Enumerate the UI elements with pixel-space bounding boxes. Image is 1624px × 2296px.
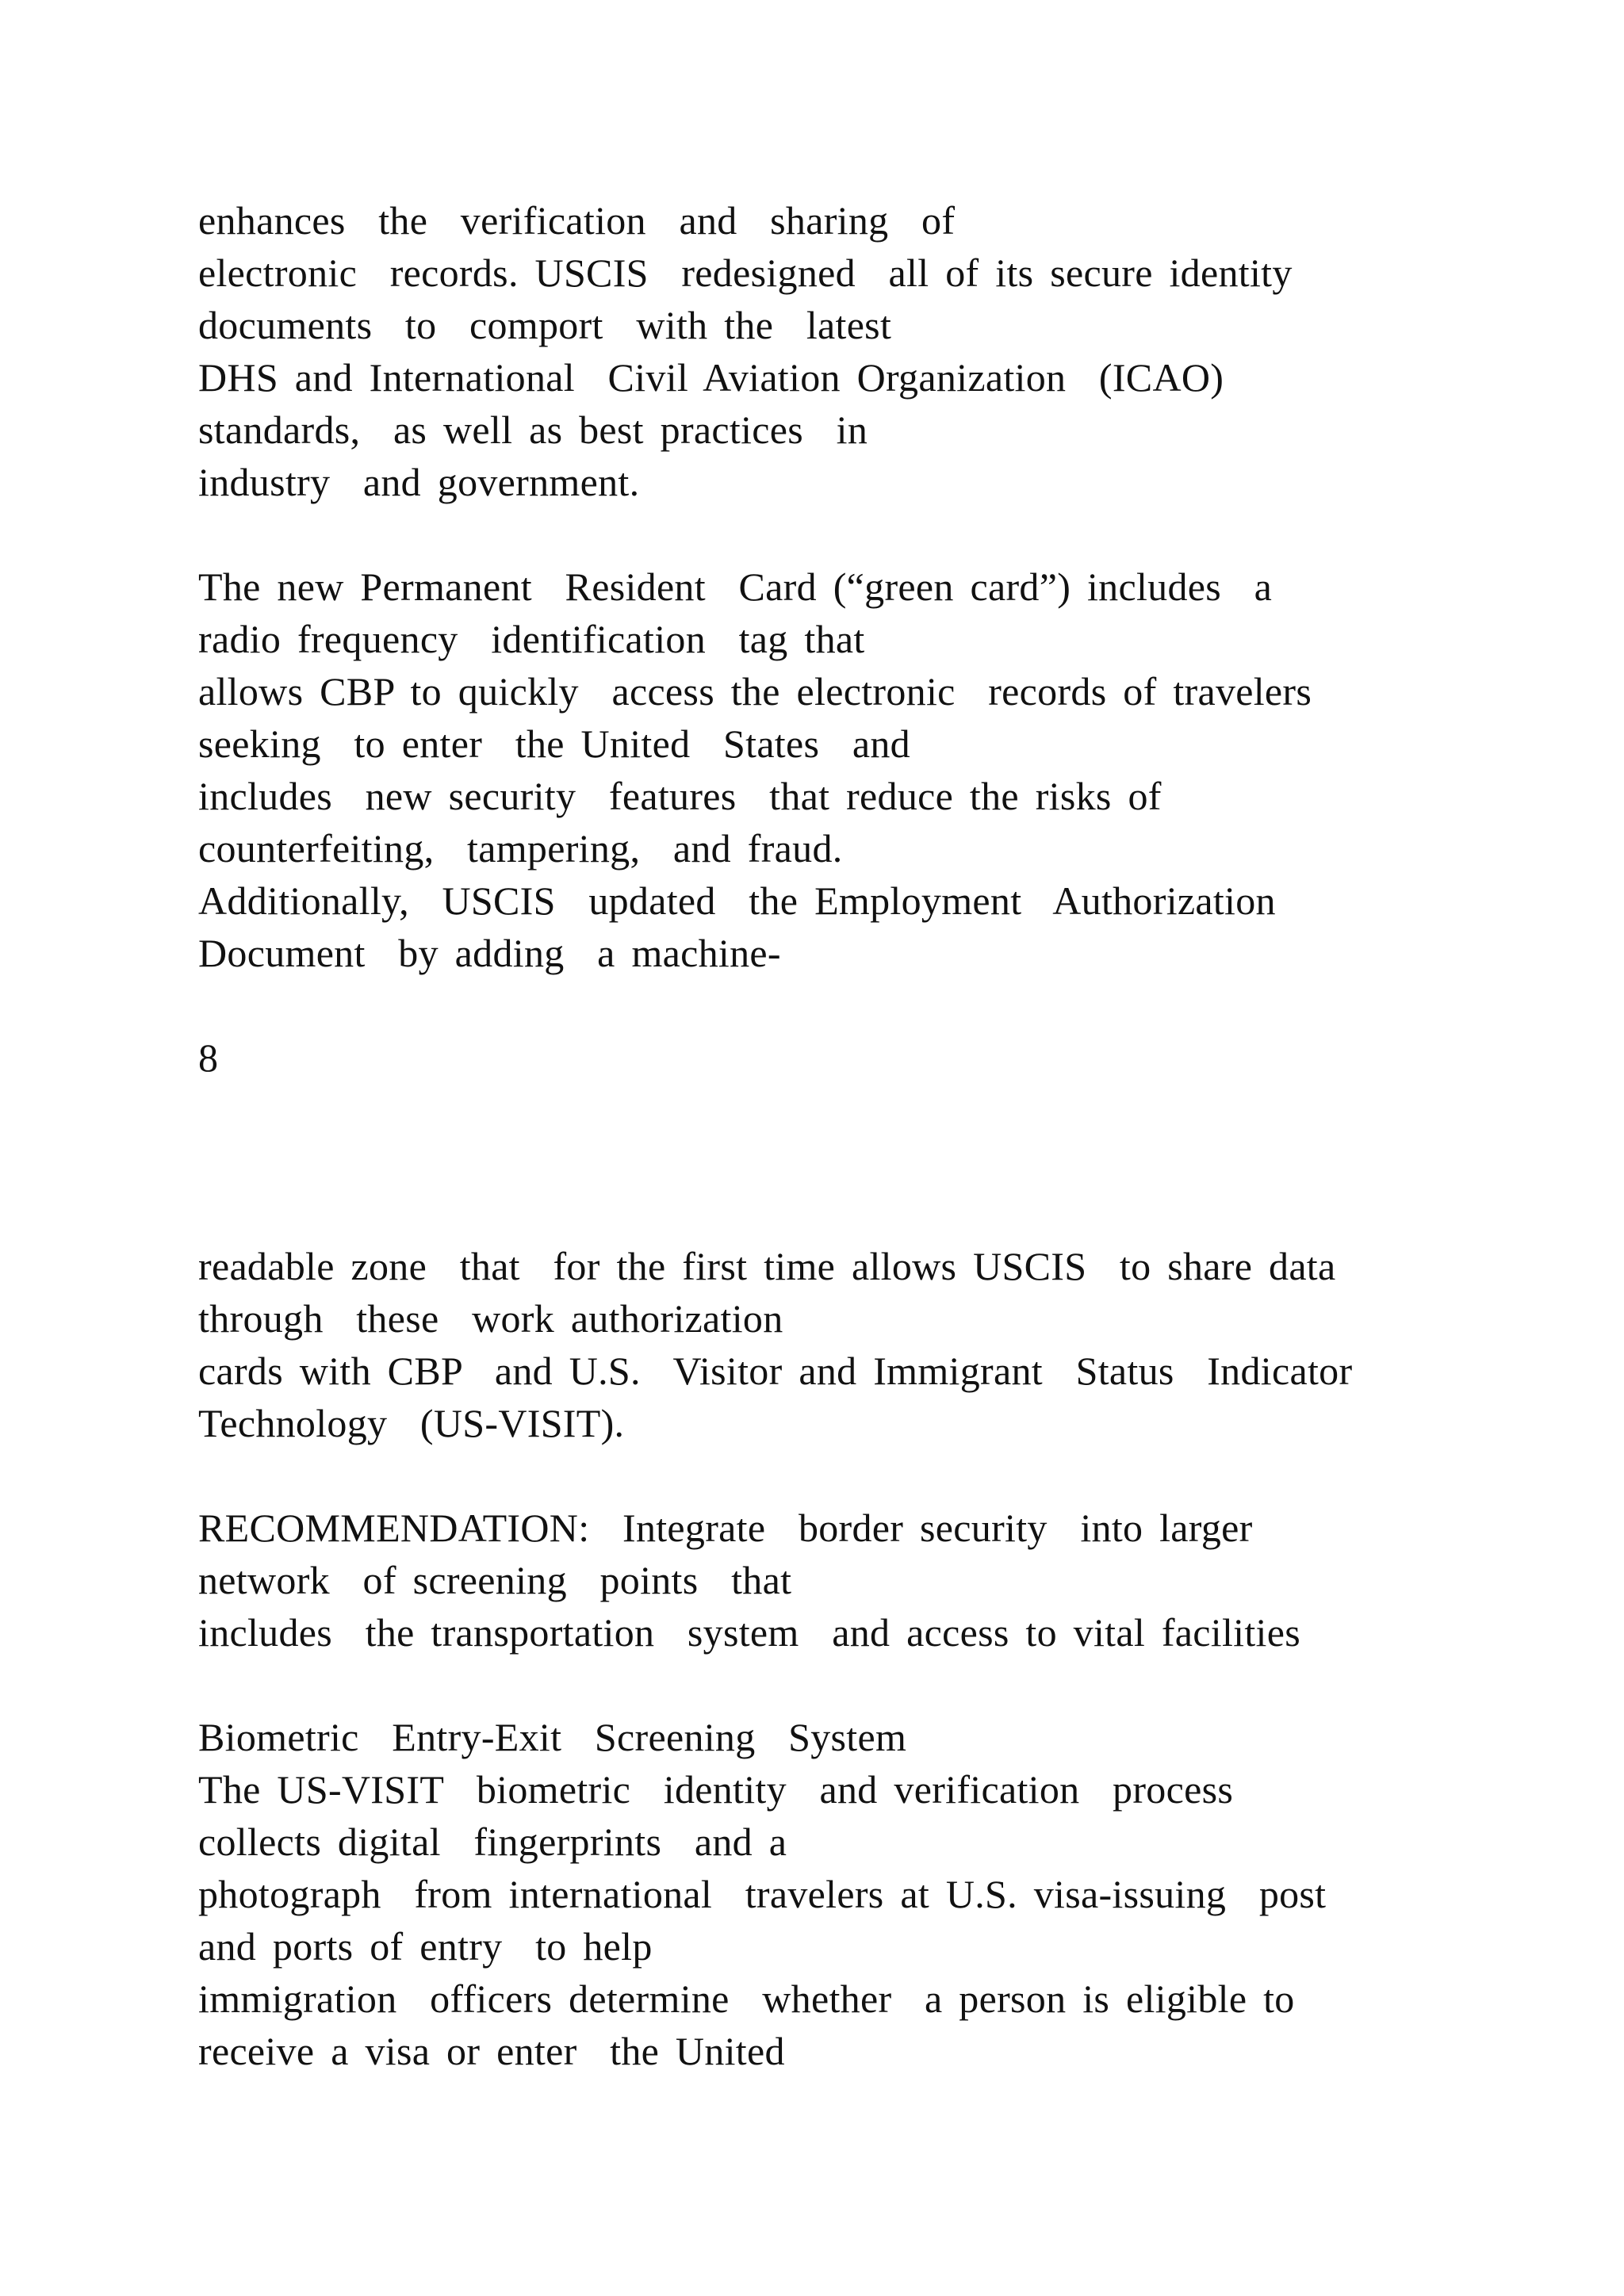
text-line: readable zone that for the first time allows USCIS to share data	[198, 1244, 1336, 1288]
text-line: Technology (US-VISIT).	[198, 1401, 625, 1445]
text-line: Additionally, USCIS updated the Employment Authorization	[198, 878, 1276, 923]
text-line: enhances the verification and sharing of	[198, 198, 956, 243]
text-line: electronic records. USCIS redesigned all of its secure identity	[198, 251, 1293, 295]
section-heading: Biometric Entry-Exit Screening System	[198, 1715, 907, 1759]
text-line: radio frequency identification tag that	[198, 617, 865, 661]
text-line: seeking to enter the United States and	[198, 721, 910, 766]
text-line: Document by adding a machine-	[198, 931, 781, 975]
text-line: immigration officers determine whether a person is eligible to	[198, 1976, 1295, 2021]
text-line: allows CBP to quickly access the electronic records of travelers	[198, 669, 1312, 714]
text-line: and ports of entry to help	[198, 1924, 653, 1969]
text-line: network of screening points that	[198, 1558, 792, 1602]
text-line: standards, as well as best practices in	[198, 408, 868, 452]
text-line: The US-VISIT biometric identity and verification process	[198, 1767, 1234, 1812]
text-line: includes the transportation system and access to vital facilities	[198, 1610, 1300, 1655]
text-line: collects digital fingerprints and a	[198, 1820, 787, 1864]
text-line: includes new security features that reduce the risks of	[198, 774, 1162, 818]
text-line: counterfeiting, tampering, and fraud.	[198, 826, 843, 871]
text-line: photograph from international travelers at U.S. visa-issuing post	[198, 1872, 1327, 1916]
text-line: The new Permanent Resident Card (“green card”) includes a	[198, 564, 1273, 609]
text-line: industry and government.	[198, 460, 640, 504]
text-line: DHS and International Civil Aviation Organization (ICAO)	[198, 355, 1224, 400]
text-line: RECOMMENDATION: Integrate border security into larger	[198, 1506, 1253, 1550]
text-line: cards with CBP and U.S. Visitor and Immigrant Status Indicator	[198, 1349, 1353, 1393]
text-line: through these work authorization	[198, 1296, 783, 1341]
page-number: 8	[198, 1035, 219, 1080]
text-line: documents to comport with the latest	[198, 303, 892, 347]
text-line: receive a visa or enter the United	[198, 2029, 785, 2073]
